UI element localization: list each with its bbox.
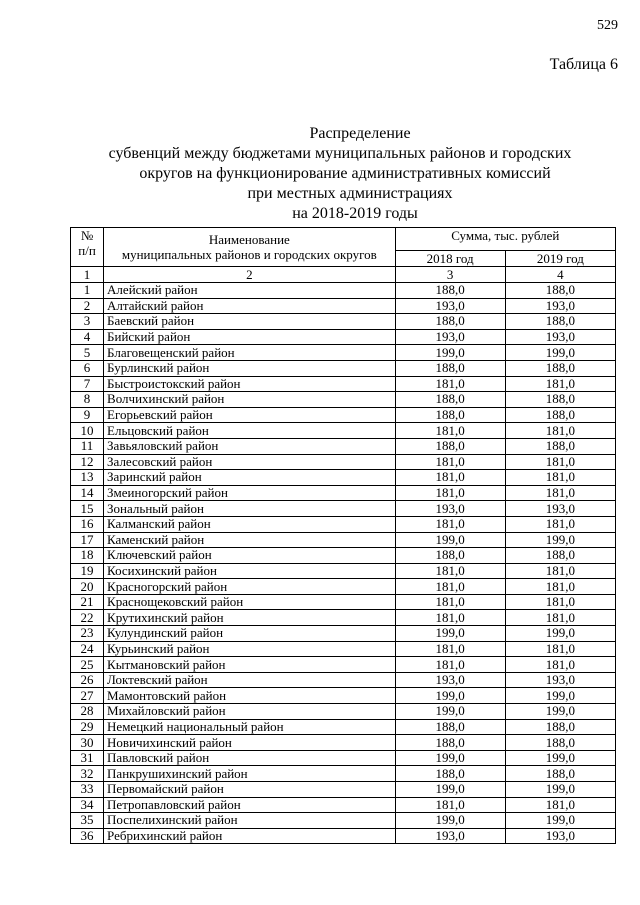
- heading-line: Распределение: [309, 125, 411, 142]
- row-amount-2018: 181,0: [395, 423, 505, 439]
- row-district-name: Ключевский район: [104, 548, 396, 564]
- row-amount-2019: 181,0: [505, 579, 615, 595]
- row-amount-2018: 188,0: [395, 766, 505, 782]
- row-district-name: Курьинский район: [104, 641, 396, 657]
- row-district-name: Каменский район: [104, 532, 396, 548]
- header-index: 3: [395, 267, 505, 283]
- row-district-name: Павловский район: [104, 750, 396, 766]
- row-district-name: Михайловский район: [104, 704, 396, 720]
- row-amount-2019: 199,0: [505, 813, 615, 829]
- row-district-name: Алейский район: [104, 283, 396, 299]
- row-amount-2018: 193,0: [395, 329, 505, 345]
- row-amount-2019: 181,0: [505, 485, 615, 501]
- row-amount-2018: 199,0: [395, 813, 505, 829]
- row-district-name: Калманский район: [104, 516, 396, 532]
- row-number: 19: [71, 563, 104, 579]
- row-amount-2018: 181,0: [395, 516, 505, 532]
- header-num: [71, 228, 104, 267]
- row-amount-2019: 188,0: [505, 392, 615, 408]
- row-amount-2018: 188,0: [395, 360, 505, 376]
- row-amount-2018: 181,0: [395, 485, 505, 501]
- row-amount-2018: 199,0: [395, 626, 505, 642]
- row-number: 22: [71, 610, 104, 626]
- row-amount-2019: 193,0: [505, 828, 615, 844]
- row-number: 35: [71, 813, 104, 829]
- header-year-2019: 2019 год: [505, 251, 615, 267]
- row-district-name: Завьяловский район: [104, 438, 396, 454]
- table-row: [71, 548, 616, 564]
- row-amount-2018: 181,0: [395, 454, 505, 470]
- row-amount-2018: 181,0: [395, 657, 505, 673]
- table-row: [71, 392, 616, 408]
- table-row: [71, 563, 616, 579]
- row-number: 27: [71, 688, 104, 704]
- table-row: [71, 516, 616, 532]
- row-number: 4: [71, 329, 104, 345]
- header-index: 2: [104, 267, 396, 283]
- row-number: 28: [71, 704, 104, 720]
- row-amount-2018: 181,0: [395, 797, 505, 813]
- table-row: [71, 345, 616, 361]
- row-amount-2018: 188,0: [395, 719, 505, 735]
- row-amount-2019: 188,0: [505, 719, 615, 735]
- row-amount-2019: 181,0: [505, 470, 615, 486]
- row-number: 5: [71, 345, 104, 361]
- row-amount-2018: 199,0: [395, 688, 505, 704]
- row-amount-2018: 193,0: [395, 298, 505, 314]
- row-number: 33: [71, 782, 104, 798]
- header-index: 1: [71, 267, 104, 283]
- row-amount-2019: 188,0: [505, 407, 615, 423]
- row-number: 17: [71, 532, 104, 548]
- header-sum: Сумма, тыс. рублей: [395, 228, 615, 251]
- table-row: [71, 298, 616, 314]
- row-number: 12: [71, 454, 104, 470]
- table-row: [71, 594, 616, 610]
- row-number: 13: [71, 470, 104, 486]
- row-amount-2019: 181,0: [505, 610, 615, 626]
- row-amount-2018: 181,0: [395, 376, 505, 392]
- row-district-name: Волчихинский район: [104, 392, 396, 408]
- row-amount-2019: 181,0: [505, 454, 615, 470]
- table-label: Таблица 6: [549, 56, 618, 73]
- table-row: [71, 782, 616, 798]
- row-district-name: Ребрихинский район: [104, 828, 396, 844]
- row-amount-2018: 181,0: [395, 610, 505, 626]
- table-row: [71, 438, 616, 454]
- row-amount-2019: 181,0: [505, 563, 615, 579]
- row-number: 11: [71, 438, 104, 454]
- table-row: [71, 828, 616, 844]
- row-number: 34: [71, 797, 104, 813]
- row-amount-2019: 181,0: [505, 641, 615, 657]
- row-number: 32: [71, 766, 104, 782]
- header-name-line2: муниципальных районов и городских округов: [121, 247, 377, 262]
- row-number: 18: [71, 548, 104, 564]
- table-header: [71, 228, 616, 283]
- table-row: [71, 329, 616, 345]
- row-amount-2019: 188,0: [505, 735, 615, 751]
- row-amount-2018: 193,0: [395, 828, 505, 844]
- row-amount-2018: 181,0: [395, 641, 505, 657]
- table-row: [71, 485, 616, 501]
- row-district-name: Заринский район: [104, 470, 396, 486]
- table-row: [71, 423, 616, 439]
- table-row: [71, 532, 616, 548]
- row-number: 9: [71, 407, 104, 423]
- table-row: [71, 735, 616, 751]
- row-amount-2018: 199,0: [395, 750, 505, 766]
- table-row: [71, 688, 616, 704]
- row-district-name: Змеиногорский район: [104, 485, 396, 501]
- row-number: 16: [71, 516, 104, 532]
- table-row: [71, 797, 616, 813]
- row-amount-2018: 188,0: [395, 283, 505, 299]
- table-row: [71, 360, 616, 376]
- row-number: 20: [71, 579, 104, 595]
- table-row: [71, 750, 616, 766]
- row-amount-2018: 181,0: [395, 579, 505, 595]
- row-amount-2019: 199,0: [505, 750, 615, 766]
- row-number: 6: [71, 360, 104, 376]
- row-district-name: Косихинский район: [104, 563, 396, 579]
- row-amount-2019: 199,0: [505, 688, 615, 704]
- header-num-line2: п/п: [78, 243, 96, 258]
- row-amount-2018: 199,0: [395, 704, 505, 720]
- row-district-name: Кулундинский район: [104, 626, 396, 642]
- row-district-name: Зональный район: [104, 501, 396, 517]
- row-number: 10: [71, 423, 104, 439]
- row-district-name: Залесовский район: [104, 454, 396, 470]
- row-amount-2019: 188,0: [505, 766, 615, 782]
- row-amount-2018: 181,0: [395, 594, 505, 610]
- row-amount-2018: 199,0: [395, 345, 505, 361]
- row-amount-2019: 181,0: [505, 516, 615, 532]
- row-district-name: Красногорский район: [104, 579, 396, 595]
- row-amount-2018: 193,0: [395, 672, 505, 688]
- row-number: 36: [71, 828, 104, 844]
- row-number: 23: [71, 626, 104, 642]
- row-amount-2018: 181,0: [395, 470, 505, 486]
- row-district-name: Алтайский район: [104, 298, 396, 314]
- row-amount-2019: 181,0: [505, 797, 615, 813]
- row-amount-2018: 188,0: [395, 548, 505, 564]
- table-row: [71, 813, 616, 829]
- table-body: [71, 283, 616, 844]
- row-amount-2019: 181,0: [505, 657, 615, 673]
- header-year-2018: 2018 год: [395, 251, 505, 267]
- table-row: [71, 672, 616, 688]
- heading-line: округов на функционирование административных комиссий: [139, 165, 551, 182]
- row-amount-2019: 188,0: [505, 438, 615, 454]
- header-num-line1: №: [80, 228, 94, 243]
- table-row: [71, 766, 616, 782]
- row-district-name: Ельцовский район: [104, 423, 396, 439]
- row-amount-2018: 199,0: [395, 532, 505, 548]
- page-number: 529: [597, 18, 618, 33]
- row-district-name: Петропавловский район: [104, 797, 396, 813]
- row-number: 8: [71, 392, 104, 408]
- row-amount-2019: 188,0: [505, 314, 615, 330]
- row-number: 30: [71, 735, 104, 751]
- table-row: [71, 657, 616, 673]
- row-district-name: Егорьевский район: [104, 407, 396, 423]
- row-amount-2019: 188,0: [505, 548, 615, 564]
- row-amount-2018: 188,0: [395, 735, 505, 751]
- row-district-name: Мамонтовский район: [104, 688, 396, 704]
- heading-line: на 2018-2019 годы: [292, 205, 418, 222]
- row-number: 24: [71, 641, 104, 657]
- row-number: 31: [71, 750, 104, 766]
- table-row: [71, 470, 616, 486]
- subvention-table: [70, 227, 616, 844]
- row-number: 14: [71, 485, 104, 501]
- table-row: [71, 579, 616, 595]
- row-district-name: Благовещенский район: [104, 345, 396, 361]
- table-row: [71, 454, 616, 470]
- header-index: 4: [505, 267, 615, 283]
- table-row: [71, 501, 616, 517]
- row-district-name: Немецкий национальный район: [104, 719, 396, 735]
- row-amount-2019: 181,0: [505, 423, 615, 439]
- row-number: 15: [71, 501, 104, 517]
- row-number: 2: [71, 298, 104, 314]
- row-amount-2018: 188,0: [395, 438, 505, 454]
- table-row: [71, 314, 616, 330]
- header-name: [104, 228, 396, 267]
- table-row: [71, 626, 616, 642]
- row-amount-2018: 193,0: [395, 501, 505, 517]
- row-amount-2019: 193,0: [505, 672, 615, 688]
- row-district-name: Кытмановский район: [104, 657, 396, 673]
- heading-line: при местных администрациях: [247, 185, 453, 202]
- row-number: 29: [71, 719, 104, 735]
- table-row: [71, 283, 616, 299]
- row-amount-2019: 188,0: [505, 360, 615, 376]
- row-number: 1: [71, 283, 104, 299]
- row-amount-2019: 199,0: [505, 345, 615, 361]
- row-amount-2019: 199,0: [505, 782, 615, 798]
- table-row: [71, 610, 616, 626]
- row-amount-2018: 188,0: [395, 392, 505, 408]
- header-name-line1: Наименование: [208, 232, 290, 247]
- table-row: [71, 376, 616, 392]
- table-row: [71, 407, 616, 423]
- row-district-name: Первомайский район: [104, 782, 396, 798]
- row-number: 26: [71, 672, 104, 688]
- row-amount-2019: 199,0: [505, 704, 615, 720]
- row-district-name: Баевский район: [104, 314, 396, 330]
- heading-line: субвенций между бюджетами муниципальных районов и городских: [108, 145, 572, 162]
- row-number: 3: [71, 314, 104, 330]
- row-amount-2019: 188,0: [505, 283, 615, 299]
- row-amount-2019: 199,0: [505, 626, 615, 642]
- row-amount-2019: 199,0: [505, 532, 615, 548]
- row-district-name: Новичихинский район: [104, 735, 396, 751]
- row-amount-2019: 181,0: [505, 594, 615, 610]
- row-amount-2018: 199,0: [395, 782, 505, 798]
- row-district-name: Быстроистокский район: [104, 376, 396, 392]
- table-row: [71, 641, 616, 657]
- row-district-name: Краснощековский район: [104, 594, 396, 610]
- row-amount-2018: 188,0: [395, 314, 505, 330]
- row-number: 7: [71, 376, 104, 392]
- row-district-name: Локтевский район: [104, 672, 396, 688]
- document-heading: [0, 124, 640, 224]
- row-amount-2019: 193,0: [505, 298, 615, 314]
- row-district-name: Крутихинский район: [104, 610, 396, 626]
- row-district-name: Поспелихинский район: [104, 813, 396, 829]
- table-row: [71, 719, 616, 735]
- row-amount-2018: 188,0: [395, 407, 505, 423]
- row-amount-2019: 193,0: [505, 501, 615, 517]
- row-amount-2018: 181,0: [395, 563, 505, 579]
- row-number: 25: [71, 657, 104, 673]
- row-amount-2019: 181,0: [505, 376, 615, 392]
- row-district-name: Бийский район: [104, 329, 396, 345]
- row-district-name: Панкрушихинский район: [104, 766, 396, 782]
- row-number: 21: [71, 594, 104, 610]
- table-row: [71, 704, 616, 720]
- row-amount-2019: 193,0: [505, 329, 615, 345]
- row-district-name: Бурлинский район: [104, 360, 396, 376]
